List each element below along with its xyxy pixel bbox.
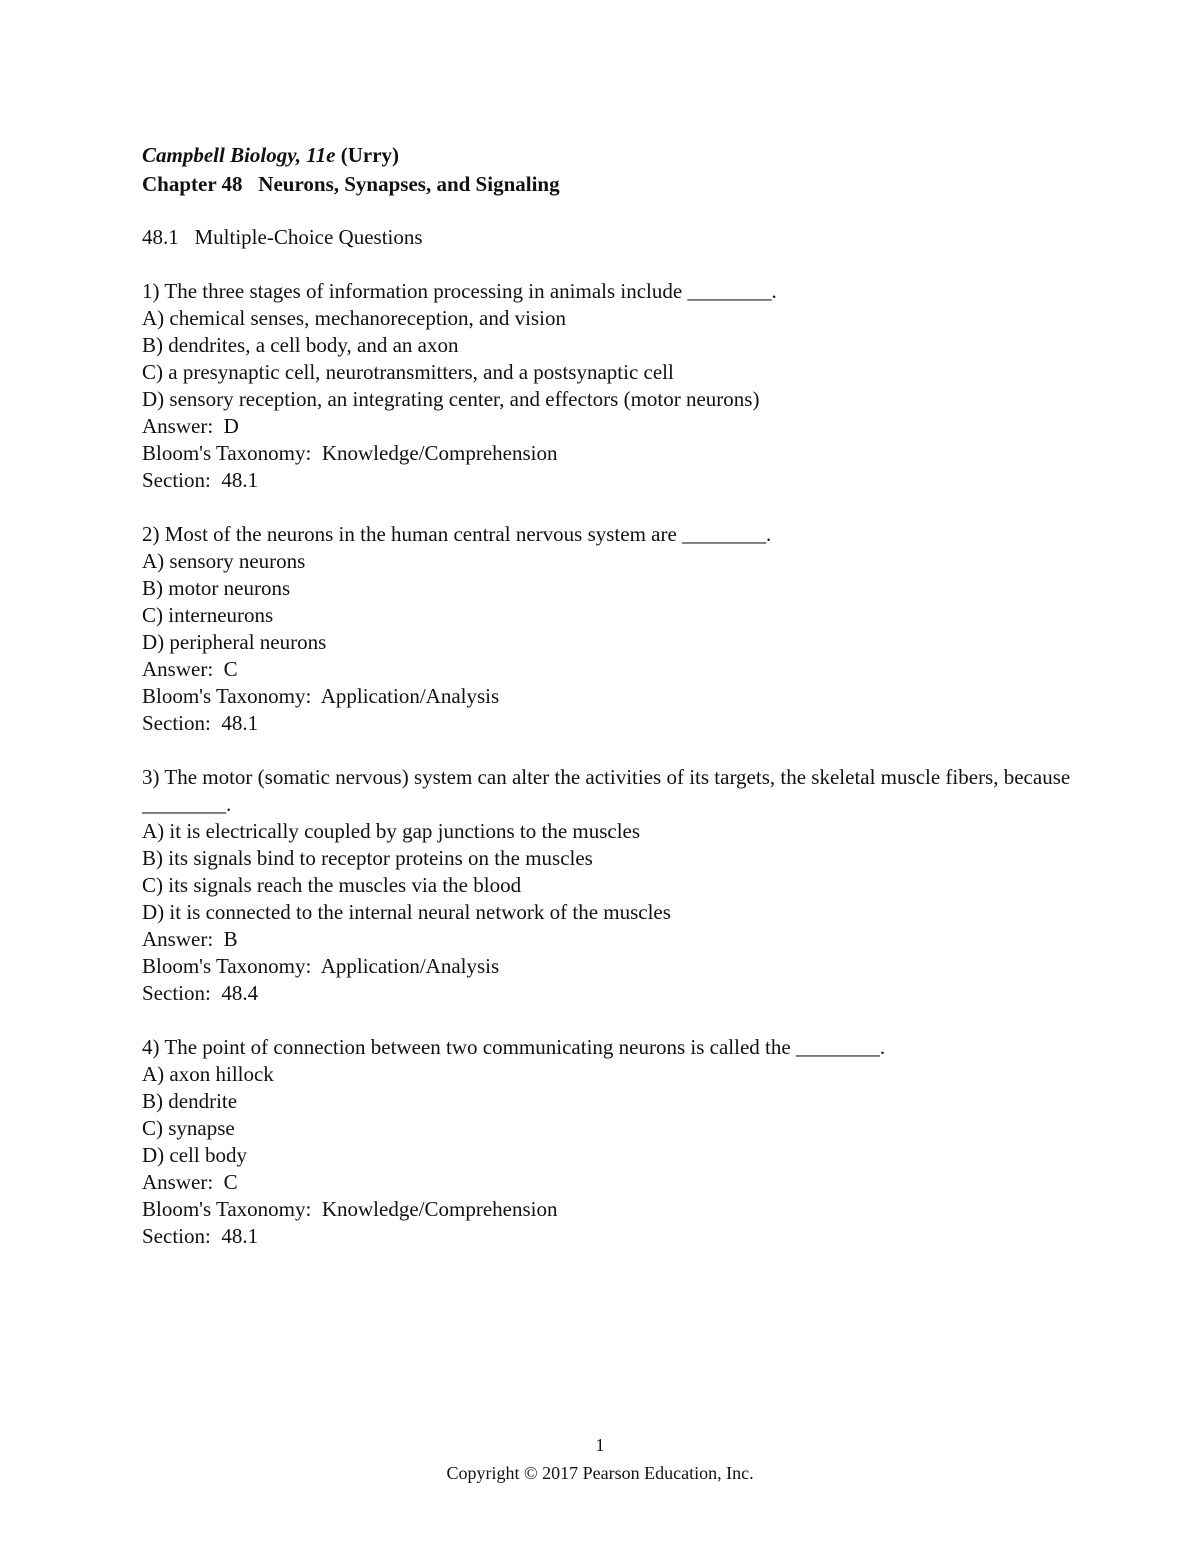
question-stem: 3) The motor (somatic nervous) system can alter the activities of its targets, the skeletal muscle fibers, because ________.: [142, 765, 1071, 816]
blooms-taxonomy: Bloom's Taxonomy: Application/Analysis: [142, 684, 500, 708]
question-4: [142, 1034, 1072, 1250]
answer: Answer: C: [142, 1170, 238, 1194]
option-a: A) axon hillock: [142, 1062, 274, 1086]
chapter-label: Chapter 48: [142, 172, 243, 196]
option-c: C) a presynaptic cell, neurotransmitters, and a postsynaptic cell: [142, 360, 674, 384]
book-author: (Urry): [340, 143, 400, 167]
option-a: A) chemical senses, mechanoreception, and vision: [142, 306, 566, 330]
blooms-taxonomy: Bloom's Taxonomy: Knowledge/Comprehension: [142, 1197, 558, 1221]
option-d: D) peripheral neurons: [142, 630, 327, 654]
blooms-taxonomy: Bloom's Taxonomy: Application/Analysis: [142, 954, 500, 978]
answer: Answer: D: [142, 414, 239, 438]
blooms-taxonomy: Bloom's Taxonomy: Knowledge/Comprehension: [142, 441, 558, 465]
option-c: C) synapse: [142, 1116, 235, 1140]
option-a: A) sensory neurons: [142, 549, 306, 573]
answer: Answer: B: [142, 927, 238, 951]
option-c: C) interneurons: [142, 603, 274, 627]
page-content: [142, 141, 1072, 1250]
option-d: D) cell body: [142, 1143, 247, 1167]
question-stem: 2) Most of the neurons in the human central nervous system are ________.: [142, 522, 772, 546]
question-stem: 1) The three stages of information processing in animals include ________.: [142, 279, 777, 303]
book-title-line: [142, 141, 1072, 170]
question-1: [142, 278, 1072, 494]
section-ref: Section: 48.1: [142, 1224, 259, 1248]
section-ref: Section: 48.1: [142, 468, 259, 492]
copyright-notice: Copyright © 2017 Pearson Education, Inc.: [446, 1463, 754, 1483]
question-3: [142, 764, 1072, 1007]
option-c: C) its signals reach the muscles via the blood: [142, 873, 522, 897]
option-a: A) it is electrically coupled by gap junctions to the muscles: [142, 819, 641, 843]
option-b: B) its signals bind to receptor proteins on the muscles: [142, 846, 593, 870]
option-b: B) dendrites, a cell body, and an axon: [142, 333, 459, 357]
page-number: 1: [595, 1435, 605, 1455]
question-2: [142, 521, 1072, 737]
question-stem: 4) The point of connection between two communicating neurons is called the ________.: [142, 1035, 886, 1059]
section-ref: Section: 48.4: [142, 981, 259, 1005]
option-b: B) motor neurons: [142, 576, 291, 600]
book-title: Campbell Biology, 11e: [142, 143, 336, 167]
answer: Answer: C: [142, 657, 238, 681]
option-b: B) dendrite: [142, 1089, 238, 1113]
option-d: D) it is connected to the internal neural network of the muscles: [142, 900, 671, 924]
option-d: D) sensory reception, an integrating center, and effectors (motor neurons): [142, 387, 760, 411]
chapter-title: Neurons, Synapses, and Signaling: [258, 172, 560, 196]
section-heading: 48.1 Multiple-Choice Questions: [142, 225, 423, 249]
section-ref: Section: 48.1: [142, 711, 259, 735]
chapter-title-line: [142, 170, 1072, 199]
